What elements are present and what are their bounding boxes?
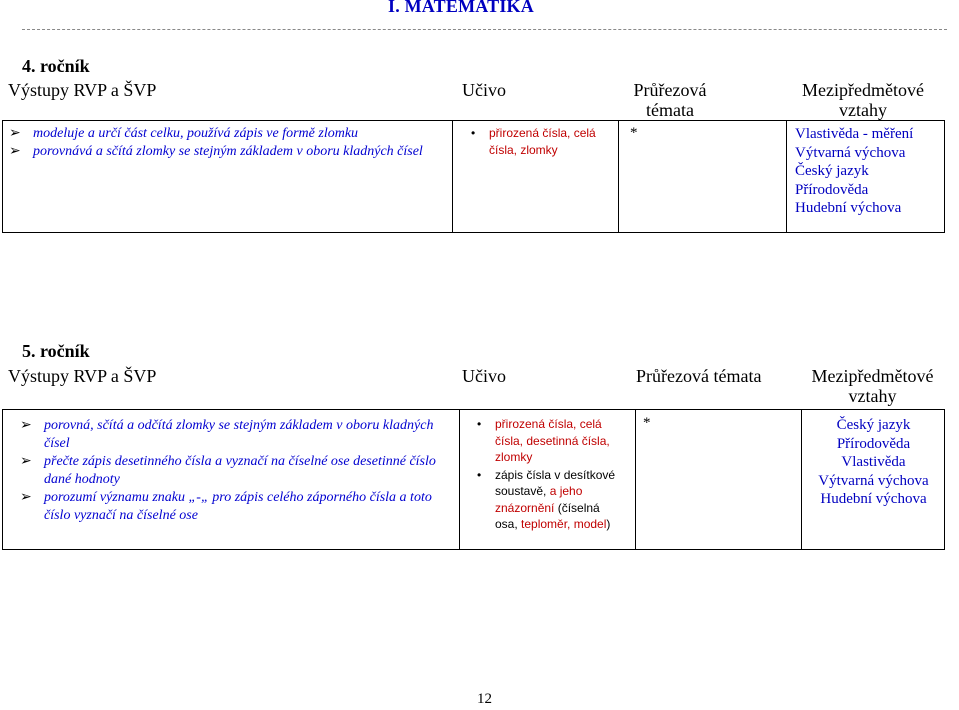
g4-table [2, 120, 945, 233]
page-number: 12 [477, 691, 492, 707]
g5-table [2, 409, 945, 550]
g4-header-mezi [788, 80, 938, 120]
g4-mezi-list [795, 125, 945, 218]
g5-header-prurez: Průřezová témata [636, 366, 762, 386]
g5-col-divider-1 [459, 410, 460, 549]
g4-col-divider-3 [786, 121, 787, 232]
g4-ucivo-list [465, 125, 615, 158]
bullet-icon: • [477, 417, 482, 431]
g4-header-prurez-line1: Průřezová [633, 80, 707, 100]
g4-header-prurez [620, 80, 720, 120]
g4-output-text: porovnává a sčítá zlomky se stejným základem v oboru kladných čísel [33, 144, 423, 159]
g5-header-mezi-line2: vztahy [848, 386, 897, 406]
g4-mezi-item: Český jazyk [795, 163, 869, 179]
g5-output-text: porovná, sčítá a odčítá zlomky se stejným základem v oboru kladných čísel [44, 418, 434, 451]
g5-header-mezi-line1: Mezipředmětové [811, 366, 934, 386]
arrowhead-bullet-icon: ➢ [20, 418, 32, 433]
g4-header-mezi-line1: Mezipředmětové [802, 80, 924, 100]
g5-output-item [20, 453, 440, 489]
g4-header-vystupy: Výstupy RVP a ŠVP [8, 80, 157, 100]
arrowhead-bullet-icon: ➢ [9, 126, 21, 141]
bullet-icon: • [477, 467, 482, 482]
g5-mezi-item: Přírodověda [836, 435, 911, 452]
g5-output-item [20, 417, 440, 453]
g4-header-ucivo: Učivo [462, 80, 506, 100]
g5-ucivo-item [471, 416, 621, 466]
g5-mezi-item: Český jazyk [836, 417, 911, 433]
g5-ucivo-text: ) [606, 517, 611, 531]
g4-mezi-item: Vlastivěda - měření [795, 126, 914, 142]
g5-ucivo-item [471, 467, 621, 533]
g5-output-text: přečte zápis desetinného čísla a vyznačí na číselné ose desetinné číslo dané hodnoty [44, 454, 436, 487]
grade-5-heading: 5. ročník [22, 341, 90, 361]
g5-mezi-item: Vlastivěda [841, 454, 906, 470]
g5-ucivo-highlight: a jeho znázornění [495, 484, 583, 515]
g5-ucivo-text: zápis čísla v desítkové soustavě [495, 467, 616, 498]
g4-output-text: modeluje a určí část celku, používá zápis ve formě zlomku [33, 126, 359, 141]
title-divider [22, 29, 947, 30]
g5-header-vystupy: Výstupy RVP a ŠVP [8, 366, 157, 386]
grade-4-heading: 4. ročník [22, 56, 90, 76]
g4-output-item [9, 143, 439, 161]
document-title: I. MATEMATIKA [388, 0, 534, 16]
g4-header-mezi-line2: vztahy [839, 100, 887, 120]
g5-col-divider-2 [635, 410, 636, 549]
arrowhead-bullet-icon: ➢ [20, 454, 32, 469]
g5-output-text: porozumí významu znaku „-„ pro zápis celého záporného čísla a toto číslo vyznačí na číselné ose [44, 490, 432, 523]
g4-output-item [9, 125, 439, 143]
g5-mezi-item: Hudební výchova [820, 491, 927, 507]
g4-col-divider-2 [618, 121, 619, 232]
g4-mezi-item: Přírodověda [795, 181, 869, 198]
g5-ucivo-highlight: teploměr, model [521, 517, 607, 531]
g4-mezi-item: Hudební výchova [795, 200, 902, 216]
g5-output-item [20, 489, 440, 525]
g5-outputs-list [20, 417, 440, 525]
g4-ucivo-item [465, 125, 615, 158]
g5-ucivo-separator: , [543, 484, 550, 498]
g4-mezi-item: Výtvarná výchova [795, 144, 906, 161]
g5-header-ucivo: Učivo [462, 366, 506, 386]
g4-ucivo-text: přirozená čísla, celá čísla, zlomky [489, 126, 596, 157]
g5-ucivo-list [471, 416, 621, 533]
arrowhead-bullet-icon: ➢ [20, 490, 32, 505]
g5-prurez-asterisk: * [643, 415, 651, 431]
g5-ucivo-text: (číselná osa, [495, 500, 600, 531]
g5-mezi-item: Výtvarná výchova [818, 472, 929, 489]
g4-outputs-list [9, 125, 439, 161]
g5-header-mezi [800, 366, 945, 406]
g5-mezi-list [801, 416, 946, 509]
g4-header-prurez-line2: témata [646, 100, 694, 120]
g4-prurez-asterisk: * [630, 125, 638, 141]
bullet-icon: • [471, 126, 476, 140]
g5-ucivo-text: přirozená čísla, celá čísla, desetinná čísla, zlomky [495, 417, 610, 464]
g4-col-divider-1 [452, 121, 453, 232]
arrowhead-bullet-icon: ➢ [9, 144, 21, 159]
